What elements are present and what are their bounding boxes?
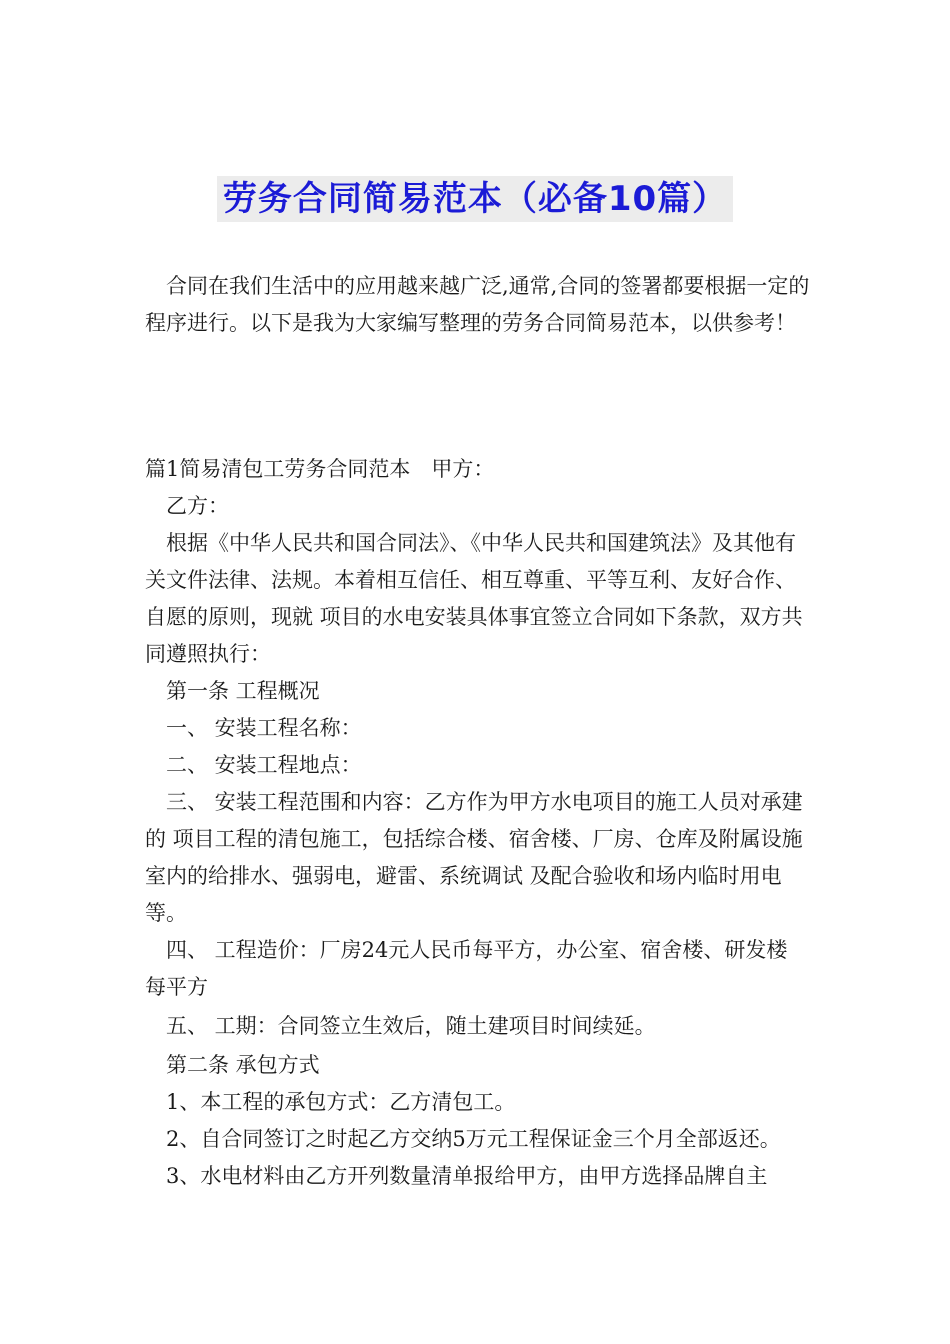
- clause-2-line: 2、自合同签订之时起乙方交纳5万元工程保证金三个月全部返还。: [166, 1127, 781, 1151]
- intro-block: [145, 268, 811, 342]
- project-name-line: 一、 安装工程名称：: [166, 716, 362, 740]
- project-cost-paragraph: 四、 工程造价：厂房24元人民币每平方，办公室、宿舍楼、研发楼 每平方: [145, 938, 788, 999]
- project-location-line: 二、 安装工程地点：: [166, 753, 362, 777]
- party-b-line: 乙方：: [166, 494, 229, 518]
- document-title: 劳务合同简易范本（必备10篇）: [217, 176, 733, 222]
- project-scope-paragraph: 三、 安装工程范围和内容：乙方作为甲方水电项目的施工人员对承建的 项目工程的清包施工，包括综合楼、宿舍楼、厂房、仓库及附属设施室内的给排水、强弱电，避雷、系统调试 及配合验收和场内临时用电等。: [145, 790, 803, 925]
- preamble-paragraph: 根据《中华人民共和国合同法》、《中华人民共和国建筑法》及其他有关文件法律、法规。本着相互信任、相互尊重、平等互利、友好合作、自愿的原则，现就 项目的水电安装具体事宜签立合同如下条款，双方共同遵照执行：: [145, 531, 803, 666]
- clause-1-line: 1、本工程的承包方式：乙方清包工。: [166, 1090, 516, 1114]
- title-container: [0, 176, 950, 222]
- article-1-heading: 第一条 工程概况: [166, 679, 320, 703]
- section-heading: 篇1简易清包工劳务合同范本 甲方：: [145, 457, 495, 481]
- contract-body: [145, 451, 811, 1195]
- clause-3-line: 3、水电材料由乙方开列数量清单报给甲方，由甲方选择品牌自主: [166, 1164, 768, 1188]
- intro-paragraph: 合同在我们生活中的应用越来越广泛,通常,合同的签署都要根据一定的程序进行。以下是我为大家编写整理的劳务合同简易范本，以供参考！: [145, 274, 810, 335]
- article-2-heading: 第二条 承包方式: [166, 1053, 320, 1077]
- project-period-line: 五、 工期：合同签立生效后，随土建项目时间续延。: [166, 1014, 656, 1038]
